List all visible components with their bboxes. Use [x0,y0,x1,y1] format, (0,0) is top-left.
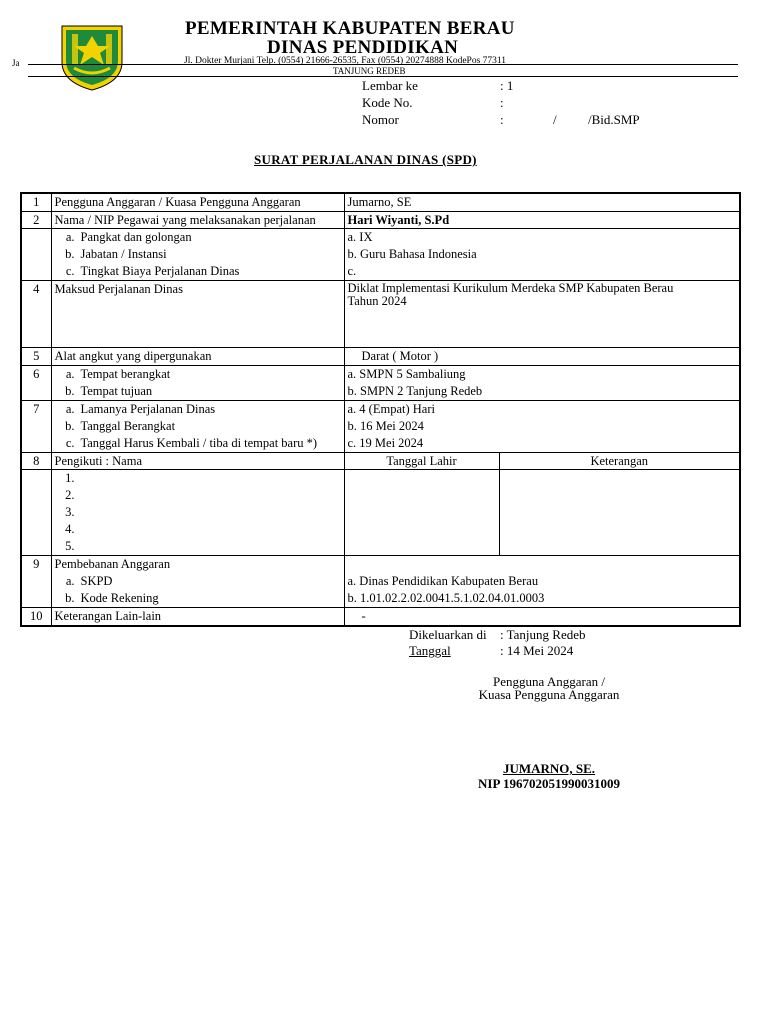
sub-item: b. Jabatan / Instansi [65,247,167,261]
lembar-label: Lembar ke [362,78,418,93]
row-sub-labels: a. Tempat berangkat b. Tempat tujuan [51,365,344,400]
row-number: 6 [21,365,51,400]
table-row [21,470,740,556]
row-sub-values: a. IX b. Guru Bahasa Indonesia c. [344,229,740,281]
signer-nip: NIP 196702051990031009 [478,776,620,791]
table-row [21,229,740,281]
kode-value: : [500,95,504,110]
header-title-line1: PEMERINTAH KABUPATEN BERAU [185,18,515,39]
row-number: 10 [21,608,51,626]
col-header-tanggal-lahir: Tanggal Lahir [344,452,499,470]
table-row [21,556,740,608]
row-label: Pengikuti : Nama [51,452,344,470]
row-number: 2 [21,211,51,229]
keterangan-cell [499,470,740,556]
row-value: Diklat Implementasi Kurikulum Merdeka SMP Kabupaten Berau Tahun 2024 [344,281,740,348]
signer-role-line1: Pengguna Anggaran / [493,674,605,689]
sub-item: c. Tingkat Biaya Perjalanan Dinas [65,264,240,278]
row-value: Hari Wiyanti, S.Pd [344,211,740,229]
row-sub-labels [51,229,344,281]
lembar-value: : 1 [500,78,514,93]
dikeluarkan-value: : Tanjung Redeb [500,627,586,642]
row-label: Nama / NIP Pegawai yang melaksanakan perjalanan [51,211,344,229]
row-number: 5 [21,348,51,366]
header-title-line2: DINAS PENDIDIKAN [267,37,459,58]
nomor-slash: / [553,112,557,127]
table-row [21,211,740,229]
table-row [21,608,740,626]
tanggal-label: Tanggal [409,643,451,658]
nomor-label: Nomor [362,112,399,127]
row-label: Keterangan Lain-lain [51,608,344,626]
col-header-keterangan: Keterangan [499,452,740,470]
table-row [21,281,740,348]
row-sub-values: a. 4 (Empat) Hari b. 16 Mei 2024 c. 19 Mei 2024 [344,400,740,452]
left-fragment: Ja [12,58,20,68]
row-sub-labels: Pembebanan Anggaran a. SKPD b. Kode Rekening [51,556,344,608]
row-number [21,229,51,281]
row-label: Alat angkut yang dipergunakan [51,348,344,366]
header-rule-bottom [28,76,738,77]
row-number: 9 [21,556,51,608]
row-value: - [344,608,740,626]
row-label: Pengguna Anggaran / Kuasa Pengguna Anggaran [51,193,344,211]
nomor-suffix: /Bid.SMP [588,112,640,127]
table-row [21,348,740,366]
signer-role-line2: Kuasa Pengguna Anggaran [478,687,620,702]
table-row [21,400,740,452]
header-rule-top [28,64,738,65]
document-title: SURAT PERJALANAN DINAS (SPD) [254,152,477,167]
row-value: Darat ( Motor ) [344,348,740,366]
row-number [21,470,51,556]
row-sub-values: a. Dinas Pendidikan Kabupaten Berau b. 1.01.02.2.02.0041.5.1.02.04.01.0003 [344,556,740,608]
pengikut-list: 1. 2. 3. 4. 5. [51,470,344,556]
row-sub-values: a. SMPN 5 Sambaliung b. SMPN 2 Tanjung Redeb [344,365,740,400]
header-address: Jl. Dokter Murjani Telp. (0554) 21666-26535, Fax (0554) 20274888 KodePos 77311 [184,56,507,66]
tanggal-value: : 14 Mei 2024 [500,643,574,658]
row-number: 1 [21,193,51,211]
row-label: Maksud Perjalanan Dinas [51,281,344,348]
row-sub-labels: a. Lamanya Perjalanan Dinas b. Tanggal Berangkat c. Tanggal Harus Kembali / tiba di tempat baru *) [51,400,344,452]
header-city: TANJUNG REDEB [333,66,406,76]
kode-label: Kode No. [362,95,413,110]
table-row [21,193,740,211]
table-row [21,365,740,400]
table-row [21,452,740,470]
tanggal-lahir-cell [344,470,499,556]
row-value: Jumarno, SE [344,193,740,211]
row-number: 8 [21,452,51,470]
nomor-colon: : [500,112,504,127]
berau-crest-icon [58,22,126,92]
sub-item: a. Pangkat dan golongan [65,230,192,244]
signer-name: JUMARNO, SE. [502,761,596,776]
row-number: 4 [21,281,51,348]
spd-table [20,192,741,627]
dikeluarkan-label: Dikeluarkan di [409,627,487,642]
row-number: 7 [21,400,51,452]
